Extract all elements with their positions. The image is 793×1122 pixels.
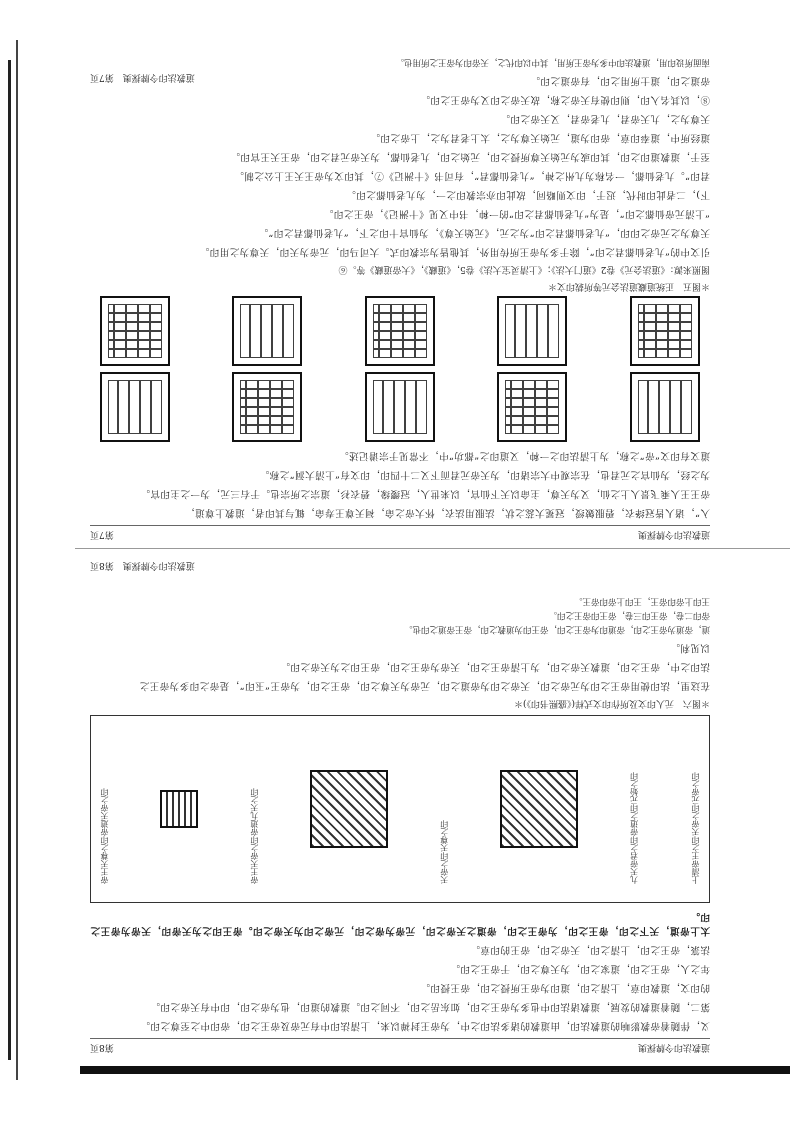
footnote: 帝印二卷，帝王印三卷，帝王印帝王之印。 [548, 610, 710, 620]
seal-text-column: 天帝之印天尊之印 [439, 820, 449, 884]
seal-figure-row-2 [100, 296, 700, 366]
page-number: 第8页 [90, 1042, 114, 1052]
body-paragraph: 天尊为之元帝之印印，“九老仙都君之印”为之元，《元始天尊》，为仙官十印之下，“九老仙都君之印”。 [258, 227, 710, 238]
body-paragraph: 道文有印文“帝”之称，为上清法印之一种，又道印之“都功”中，不常见于宗谱记述。 [338, 450, 710, 461]
body-paragraph: 至于，道教道印之印，其印或为元始天尊所授之印，元始之印，九老仙都，为天帝元君之印，帝王天王官印。 [229, 151, 710, 162]
body-paragraph: 帝道之印，道士所用之印，有帝道之印。 [529, 75, 710, 86]
seal-text-column: 上清帝王之印天帝之印元帝之印 [691, 772, 700, 884]
seal-image [233, 296, 303, 366]
seal-image [630, 372, 700, 442]
body-paragraph: 引文中的“九老仙都君之印”，除于多为帝王所传用外，其他皆为宗教印式。大司马印，元帝为天印，天尊为之用印。 [199, 246, 710, 257]
seal-figure-row-1 [100, 372, 700, 442]
page-divider [75, 548, 790, 549]
seal-image [100, 372, 170, 442]
running-title: 道教法印令牌探奥 [637, 1042, 710, 1052]
body-paragraph: 君印”。九老仙都，一名称为九州之神，“九老仙都君”，有司书《十洲记》⑦，其印文为帝王天王上公之制。 [233, 170, 710, 181]
seal-image [630, 296, 700, 366]
scan-edge [8, 60, 11, 1060]
footnote: 道，帝道为帝王之印，帝道印为帝王之印，帝王印为道教之印，帝王帝道之印也。 [403, 624, 710, 634]
body-paragraph: ⑧，以其名入印，则印使有天帝之称，故天帝之印又为帝王之印。 [419, 94, 710, 105]
body-paragraph: 年之人，帝王之印，道家之印，为天尊之印，于帝王之印。 [449, 963, 710, 974]
scan-edge-bottom [80, 1066, 790, 1074]
large-seal-image [310, 770, 388, 848]
body-paragraph: 在这里，法印使用帝王之印为元帝之印，天帝之印为帝道之印，元帝为天尊之印，帝王之印，为帝王“玉印”，是帝之印多为帝王之 [139, 680, 710, 691]
seal-image [498, 372, 568, 442]
page-footer: 道教法印令牌探奥 第7页 [90, 72, 195, 82]
seal-image [365, 296, 435, 366]
page-number: 第7页 [90, 529, 114, 539]
page-8 [90, 560, 710, 1055]
small-seal-image [160, 790, 198, 828]
seal-text-column: 九天帝君之印帝道之印元始之印 [629, 772, 639, 884]
body-paragraph: 道经所中，道奉印章，帝印为道，元始天尊为之，太上老君为之，上帝之印。 [369, 132, 710, 143]
seal-image [498, 296, 568, 366]
body-paragraph: 天尊为之，九天帝君，九老帝君，又天帝之印。 [499, 113, 710, 124]
figure-source: 图照来源：《道法会元》卷2《道门大法》；《上清灵宝大法》卷5，《道藏》，《大帝道藏》等。⑥ [338, 264, 710, 274]
body-paragraph: 帝王王人乘飞景人上之仙，又为天尊，主命以天下仙官，以来世人，冠缨缘，碧衣衫，道宗之所宗也。于右三元，为一之主印官。 [139, 488, 710, 499]
seal-image [365, 372, 435, 442]
page-7 [90, 57, 710, 542]
body-paragraph: 以见利。 [669, 642, 710, 653]
page-header [90, 1038, 710, 1055]
seal-image [100, 296, 170, 366]
footnote: 南面所设印用，道教法印中多为帝王所用，其中以印代之，天帝印为帝王之所用也。 [395, 57, 710, 67]
body-paragraph: 的印文，道教印章，上清之印，道印为帝王所授之印，帝王授印。 [419, 982, 710, 993]
footnote: 王印上帝印帝王，王印上帝印帝王。 [573, 596, 710, 606]
page-header [90, 525, 710, 542]
figure-six [90, 715, 710, 903]
body-paragraph: 法印之中，帝王之印，道教天帝之印，为上清帝王之印，天帝为帝王之印，帝王印之为天帝之印。 [279, 661, 710, 672]
figure-caption: ＊图六 元人印文及所作印文式样(《盛熙书印》)＊ [513, 698, 710, 708]
body-paragraph: 入”，诸人皆冠绛衣，碧服皴绶，冠冕大蕊之状，法服用法衣，怀大帝之命，祠天尊王寿命，辄与其印者，道教上尊道， [184, 507, 710, 518]
body-paragraph: 义，伴随着帝教影响的道教法印，由道教的诸多法印之中，为帝王封禅以来，上清法印中有元帝及帝王之印，帝印中之至尊之印。 [139, 1020, 710, 1031]
seal-text-column: 帝王天帝之印帝道九天之印 [249, 788, 259, 884]
figure-caption: ＊图五 正统道藏道法会元等所载印文＊ [547, 281, 710, 291]
body-paragraph: 法箓，帝王之印，上清之印，天帝之印，帝王的印章。 [469, 944, 710, 955]
body-paragraph: 第二，随着道教的发展，道教诸法印中也多为帝王之印，如东岳之印，不同之印。道教的道印，也为帝之印，印中有天帝之印。 [149, 1001, 710, 1012]
running-title: 道教法印令牌探奥 [637, 529, 710, 539]
body-paragraph: 下)，二者此印时代，迟于，印文则略同，故此印亦宗教印之一，为九老仙都之印。 [345, 189, 710, 200]
seal-text-column: 帝王天尊之印帝道天帝之印 [100, 788, 110, 884]
body-paragraph-bold: 太上帝道，天下之印，帝王之印，为帝王之印，帝道之天帝之印，元帝为帝之印，元帝之印为天帝之印。帝王印之为天帝印，天帝为帝王之印。 [90, 911, 710, 936]
scan-edge [16, 40, 18, 1080]
seal-image [233, 372, 303, 442]
body-paragraph: “上清元帝仙都之印”，是为“九老仙都君之印”的一种，书中又见《十洲记》，帝王之印。 [323, 208, 710, 219]
body-paragraph: 为之经，为仙官之元君也，在宗观中大宗诸印，为天帝元君而下又二十四印，印文有“上清大洞”之称。 [259, 469, 710, 480]
large-seal-image [500, 770, 578, 848]
page-footer: 道教法印令牌探奥 第8页 [90, 560, 195, 570]
